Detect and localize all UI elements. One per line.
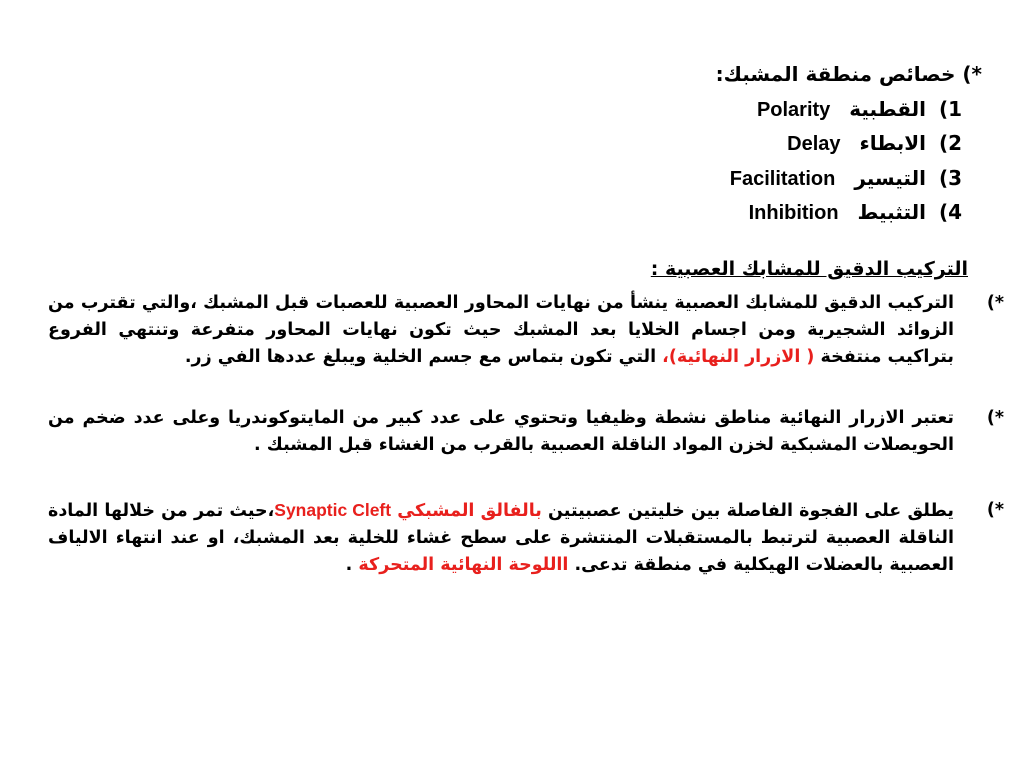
list-item-delay bbox=[787, 131, 962, 156]
paragraph-text: التي تكون بتماس مع جسم الخلية ويبلغ عددها الفي زر. bbox=[184, 347, 657, 367]
item-arabic: الابطاء bbox=[859, 131, 926, 155]
paragraph-text: . bbox=[345, 555, 353, 575]
item-number: 4) bbox=[938, 200, 962, 224]
highlight-synaptic-cleft-english: Synaptic Cleft bbox=[274, 500, 392, 520]
paragraph-body bbox=[48, 405, 954, 459]
highlight-terminal-buttons: ( الازرار النهائية)، bbox=[662, 347, 815, 367]
item-number: 3) bbox=[938, 166, 962, 190]
item-arabic: التثبيط bbox=[857, 200, 926, 224]
paragraph-text: ،حيث تمر من خلالها المادة الناقلة العصبية لترتبط بالمستقبلات المنتشرة على سطح غشاء للخلية بعد المشبك، او عند انتهاء الالياف العصبية بالعضلات الهيكلية في منطقة تدعى. bbox=[48, 501, 954, 575]
paragraph-text: تعتبر الازرار النهائية مناطق نشطة وظيفيا وتحتوي على عدد كبير من المايتوكوندريا وعلى عدد ضخم من الحويصلات المشبكية لخزن المواد الناقلة العصبية بالقرب من الغشاء قبل المشبك . bbox=[48, 408, 954, 455]
item-number: 1) bbox=[938, 97, 962, 121]
section-title: التركيب الدقيق للمشابك العصبية : bbox=[650, 258, 968, 280]
item-number: 2) bbox=[938, 131, 962, 155]
paragraph-synaptic-cleft bbox=[48, 497, 1004, 579]
item-english: Inhibition bbox=[748, 202, 839, 224]
paragraph-body bbox=[48, 290, 954, 371]
item-english: Delay bbox=[787, 133, 841, 155]
list-item-facilitation bbox=[730, 166, 962, 191]
paragraph-terminal-buttons bbox=[48, 405, 1004, 459]
highlight-motor-end-plate: االلوحة النهائية المتحركة bbox=[358, 555, 569, 575]
paragraph-text: يطلق على الفجوة الفاصلة بين خليتين عصبيتين bbox=[548, 501, 954, 521]
highlight-synaptic-cleft-arabic: بالفالق المشبكي bbox=[397, 501, 542, 521]
heading: *) خصائص منطقة المشبك: bbox=[715, 62, 982, 86]
bullet: *) bbox=[986, 293, 1004, 313]
bullet: *) bbox=[986, 408, 1004, 428]
bullet: *) bbox=[986, 500, 1004, 520]
paragraph-text: التركيب الدقيق للمشابك العصبية ينشأ من نهايات المحاور العصبية للعصبات قبل المشبك ،والتي تقترب من الزوائد الشجيرية ومن اجسام الخلايا بعد المشبك حيث تكون نهايات المحاور متفرعة وتنتهي الفروع بتراكيب منتفخة bbox=[48, 293, 954, 367]
item-arabic: القطبية bbox=[849, 97, 926, 121]
paragraph-structure bbox=[48, 290, 1004, 371]
list-item-inhibition bbox=[749, 200, 962, 225]
item-arabic: التيسير bbox=[854, 166, 926, 190]
list-item-polarity bbox=[757, 97, 962, 122]
item-english: Facilitation bbox=[729, 168, 836, 190]
paragraph-body bbox=[48, 497, 954, 579]
item-english: Polarity bbox=[756, 99, 831, 121]
